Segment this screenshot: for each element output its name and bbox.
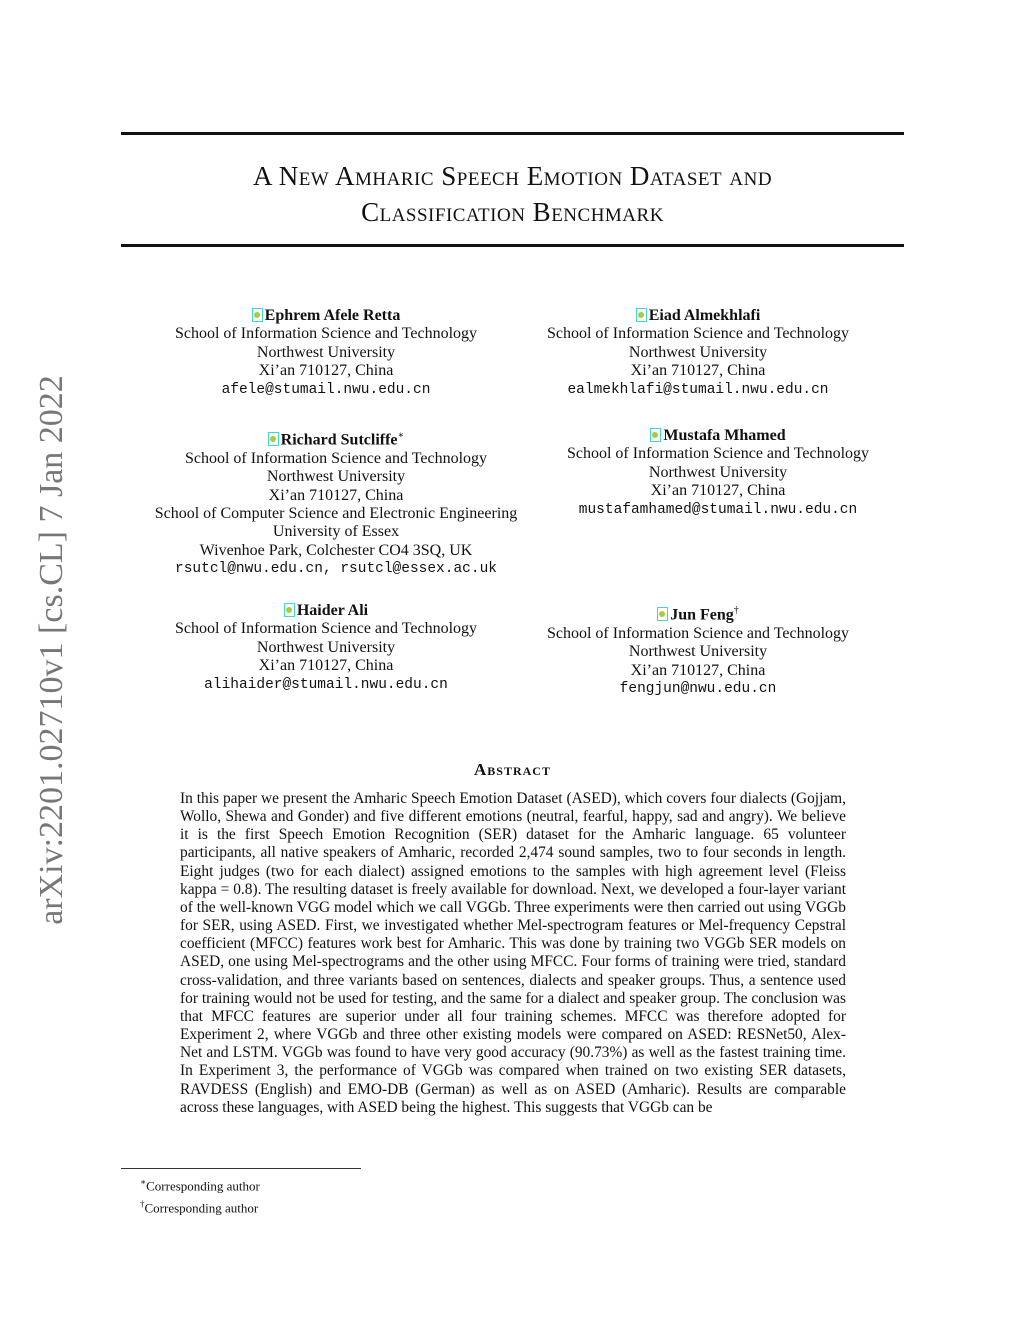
footnote — [140, 1195, 260, 1217]
orcid-icon[interactable] — [650, 428, 661, 442]
author-affiliation: School of Information Science and Technology — [184, 449, 488, 467]
orcid-icon[interactable] — [252, 308, 263, 322]
author-name: Richard Sutcliffe — [280, 431, 398, 449]
footnote-marker: † — [140, 1199, 145, 1210]
orcid-icon[interactable] — [636, 308, 647, 322]
author-footnote-marker: ∗ — [397, 430, 405, 441]
title-rule-bottom — [121, 244, 904, 247]
author-affiliation: Xi’an 710127, China — [630, 362, 766, 380]
author-affiliation: Northwest University — [266, 468, 406, 486]
author-affiliation: School of Information Science and Technology — [546, 624, 850, 642]
footnote-text: Corresponding author — [144, 1200, 259, 1216]
author-block — [520, 307, 876, 399]
abstract-heading: Abstract — [474, 760, 551, 779]
title-rule-top — [121, 132, 904, 135]
orcid-icon[interactable] — [268, 432, 279, 446]
author-affiliation: Northwest University — [628, 343, 768, 361]
abstract-text: In this paper we present the Amharic Speech Emotion Dataset (ASED), which covers four dialects (Gojjam, Wollo, Shewa and Gonder) and five different emotions (neutral, fearful, happy, sad and angry). We believe it is the first Speech Emotion Recognition (SER) dataset for the Amharic language. 65 volunteer participants, all native speakers of Amharic, recorded 2,474 sound samples, two to four seconds in length. Eight judges (two for each dialect) assigned emotions to the samples with high agreement level (Fleiss kappa = 0.8). The resulting dataset is freely available for download. Next, we developed a four-layer variant of the well-known VGG model which we call VGGb. Three experiments were then carried out using VGGb for SER, using ASED. First, we investigated whether Mel-spectrogram features or Mel-frequency Cepstral coefficient (MFCC) features work best for Amharic. This was done by training two VGGb SER models on ASED, one using Mel-spectrograms and the other using MFCC. Four forms of training were tried, standard cross-validation, and three variants based on sentences, dialects and speaker groups. Thus, a sentence used for training would not be used for testing, and the same for a dialect and speaker group. The conclusion was that MFCC features are superior under all four training schemes. MFCC was therefore adopted for Experiment 2, where VGGb and three other existing models were compared on ASED: RESNet50, Alex-Net and LSTM. VGGb was found to have very good accuracy (90.73%) as well as the fastest training time. In Experiment 3, the performance of VGGb was compared when trained on two existing SER datasets, RAVDESS (English) and EMO-DB (German) as well as on ASED (Amharic). Results are comparable across these languages, with ASED being the highest. This suggests that VGGb can be — [180, 790, 846, 1116]
arxiv-identifier: arXiv:2201.02710v1 [cs.CL] 7 Jan 2022 — [33, 375, 70, 925]
footnotes — [140, 1173, 260, 1218]
author-name: Jun Feng — [670, 606, 734, 624]
author-affiliation: Northwest University — [256, 343, 396, 361]
author-affiliation: Xi’an 710127, China — [630, 661, 766, 679]
author-affiliation: School of Information Science and Technology — [174, 325, 478, 343]
author-email[interactable]: fengjun@nwu.edu.cn — [619, 680, 777, 697]
author-block — [520, 602, 876, 698]
footnote-rule — [121, 1168, 361, 1169]
author-name: Ephrem Afele Retta — [264, 307, 401, 324]
footnote-marker: ∗ — [140, 1177, 147, 1187]
author-email[interactable]: afele@stumail.nwu.edu.cn — [221, 381, 431, 398]
author-affiliation: Xi’an 710127, China — [258, 362, 394, 380]
footnote — [140, 1173, 260, 1195]
author-name: Eiad Almekhlafi — [648, 307, 761, 324]
orcid-icon[interactable] — [657, 607, 668, 621]
author-email[interactable]: rsutcl@nwu.edu.cn, rsutcl@essex.ac.uk — [175, 561, 497, 578]
author-name: Haider Ali — [296, 602, 369, 619]
author-email[interactable]: alihaider@stumail.nwu.edu.cn — [204, 676, 448, 693]
author-block — [148, 307, 504, 399]
author-affiliation: Xi’an 710127, China — [258, 657, 394, 675]
paper-title — [121, 158, 904, 230]
author-affiliation: School of Information Science and Technology — [546, 325, 850, 343]
author-name: Mustafa Mhamed — [663, 427, 786, 444]
author-affiliation: Northwest University — [628, 643, 768, 661]
author-affiliation: University of Essex — [272, 523, 400, 541]
author-affiliation: Xi’an 710127, China — [650, 482, 786, 500]
author-affiliation: Wivenhoe Park, Colchester CO4 3SQ, UK — [199, 541, 473, 559]
author-block — [148, 602, 504, 694]
footnote-text: Corresponding author — [146, 1178, 260, 1194]
author-affiliation: Northwest University — [648, 463, 788, 481]
author-email[interactable]: ealmekhlafi@stumail.nwu.edu.cn — [567, 381, 829, 398]
author-email[interactable]: mustafamhamed@stumail.nwu.edu.cn — [578, 501, 858, 518]
author-block — [540, 427, 896, 519]
paper-title-line-1: A New Amharic Speech Emotion Dataset and — [252, 161, 773, 191]
author-affiliation: School of Information Science and Technology — [566, 445, 870, 463]
author-block — [136, 427, 536, 579]
author-affiliation: School of Computer Science and Electronic Engineering — [154, 504, 518, 522]
author-affiliation: Northwest University — [256, 638, 396, 656]
author-footnote-marker: † — [733, 605, 739, 616]
paper-title-line-2: Classification Benchmark — [361, 197, 664, 227]
author-affiliation: School of Information Science and Technology — [174, 620, 478, 638]
author-affiliation: Xi’an 710127, China — [268, 486, 404, 504]
orcid-icon[interactable] — [284, 603, 295, 617]
